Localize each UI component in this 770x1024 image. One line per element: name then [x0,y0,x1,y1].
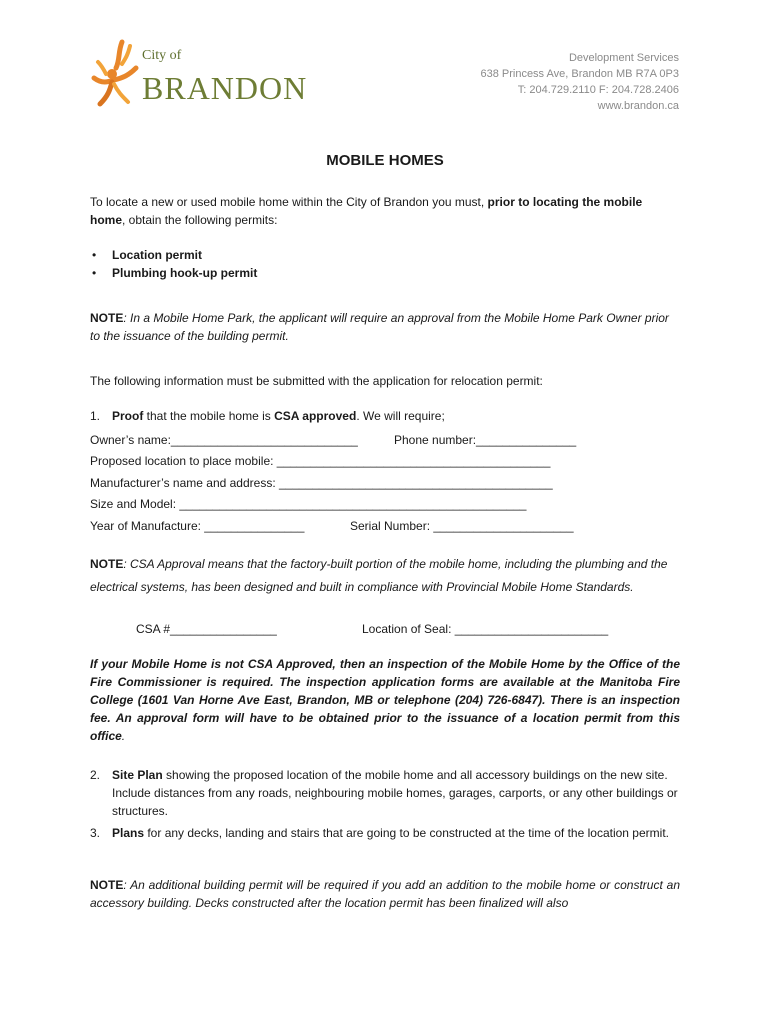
note-additional-permit [90,876,680,912]
plans-bold: Plans [112,826,145,840]
requirement-item-site-plan [90,766,680,820]
plans-text: for any decks, landing and stairs that are going to be constructed at the time of the location permit. [144,826,669,840]
contact-block [480,50,679,114]
phone-fax-line: T: 204.729.2110 F: 204.728.2406 [517,84,679,96]
site-plan-bold: Site Plan [112,768,163,782]
logo-city-of-text: City of [142,48,182,63]
logo-brandon-text: BRANDON [142,70,308,106]
note-label: NOTE [90,557,124,571]
department-name: Development Services [568,52,679,64]
csa-approved-bold: CSA approved [274,409,357,423]
requirement-item-proof [90,407,680,425]
manufacturer-field: Manufacturer’s name and address: _________________________________________ [90,476,553,490]
note-text: : CSA Approval means that the factory-built portion of the mobile home, including the plumbing and the electrical systems, has been designed and built in compliance with Provincial Mobile Home Standards. [90,557,668,594]
note-text: : In a Mobile Home Park, the applicant will require an approval from the Mobile Home Park Owner prior to the issuance of the building permit. [90,311,669,343]
note-label: NOTE [90,311,124,325]
item-number: 2. [90,768,101,782]
intro-text-1: To locate a new or used mobile home within the City of Brandon you must, [90,195,488,209]
owner-name-field: Owner’s name:____________________________ [90,433,358,447]
seal-location-field: Location of Seal: _______________________ [362,622,609,636]
inspection-warning [90,655,680,745]
requirement-item-plans [90,824,680,842]
serial-number-field: Serial Number: _____________________ [350,519,574,533]
note-label: NOTE [90,878,124,892]
city-of-brandon-logo [88,38,328,110]
list-item: • Plumbing hook-up permit [90,264,257,282]
year-of-manufacture-field: Year of Manufacture: _______________ [90,519,305,533]
site-plan-text: showing the proposed location of the mobile home and all accessory buildings on the new site. Include distances from any roads, neighbouring mobile homes, garages, carports, or any other buildings or structures. [112,768,678,818]
proof-text-1: that the mobile home is [143,409,275,423]
note-csa-approval [90,553,680,598]
intro-bold-text: prior to locating the mobile home [90,195,643,227]
brandon-figure-icon [88,38,144,110]
proof-bold: Proof [112,409,144,423]
csa-number-field: CSA #________________ [136,622,277,636]
intro-paragraph [90,193,680,229]
item-number: 1. [90,409,101,423]
warning-text: If your Mobile Home is not CSA Approved, then an inspection of the Mobile Home by the Office of the Fire Commissioner is required. The inspection application forms are available at the Manitoba Fire College (1601 Van Horne Ave East, Brandon, MB or telephone (204) 726-6847). There is an inspection fee. An approval form will have to be obtained prior to the issuance of a location permit from this office [90,657,680,743]
phone-number-field: Phone number:_______________ [394,433,577,447]
address-line: 638 Princess Ave, Brandon MB R7A 0P3 [480,68,679,80]
submit-intro-text: The following information must be submitted with the application for relocation permit: [90,374,543,388]
page-title: MOBILE HOMES [326,152,444,169]
website-link[interactable]: www.brandon.ca [597,100,679,112]
item-number: 3. [90,826,101,840]
permit-list [90,246,257,282]
warning-end: . [121,729,126,743]
size-model-field: Size and Model: ____________________________________________________ [90,497,527,511]
intro-text-2: , obtain the following permits: [122,213,278,227]
note-park-approval [90,309,680,345]
proof-text-2: . We will require; [356,409,445,423]
note-text: : An additional building permit will be required if you add an addition to the mobile home or construct an accessory building. Decks constructed after the location permit has been finalized will also [90,878,680,910]
list-item: • Location permit [90,246,257,264]
proposed-location-field: Proposed location to place mobile: _________________________________________ [90,454,551,468]
